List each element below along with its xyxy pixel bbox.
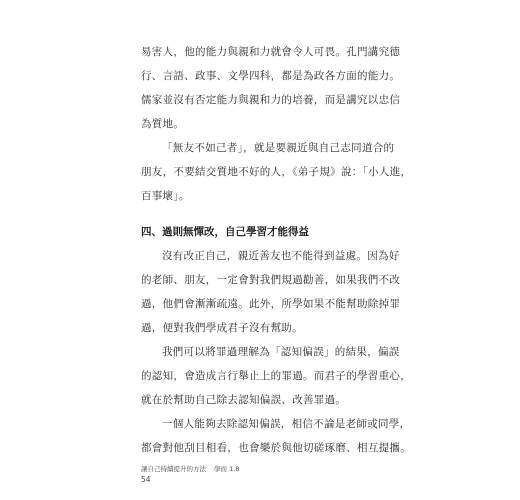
text-line: 沒有改正自己，親近善友也不能得到益處。因為好 [162, 250, 400, 262]
text-line: 過，便對我們學成君子沒有幫助。 [141, 322, 303, 334]
text-line: 就在於幫助自己除去認知偏誤、改善罪過。 [141, 394, 347, 406]
paragraph-4 [141, 340, 411, 412]
text-line: 為質地。 [141, 118, 185, 130]
chapter-label: 學而 1.8 [214, 465, 240, 473]
text-line: 的認知，會造成言行舉止上的罪過。而君子的學習重心， [141, 370, 411, 382]
page-footer [141, 464, 239, 485]
text-line: 儒家並沒有否定能力與親和力的培養，而是講究以忠信 [141, 94, 401, 106]
text-line: 過，他們會漸漸疏遠。此外，所學如果不能幫助除掉罪 [141, 298, 401, 310]
section-gap [141, 208, 397, 220]
text-line: 我們可以將罪過理解為「認知偏誤」的結果，偏誤 [162, 346, 400, 358]
text-line: 的老師、朋友，一定會對我們規過勸善，如果我們不改 [141, 274, 401, 286]
section-heading: 四、過則無憚改，自己學習才能得益 [141, 226, 309, 238]
text-line: 一個人能夠去除認知偏誤，相信不論是老師或同學， [162, 418, 411, 430]
paragraph-5 [141, 412, 411, 460]
paragraph-1 [141, 40, 401, 136]
paragraph-2 [141, 136, 412, 208]
text-line: 朋友，不要結交質地不好的人，《弟子規》說：「小人進， [141, 166, 412, 178]
page-number: 54 [141, 475, 151, 484]
text-line: 「無友不如己者」，就是要親近與自己志同道合的 [162, 142, 395, 154]
paragraph-3 [141, 244, 401, 340]
text-line: 都會對他刮目相看，也會樂於與他切磋琢磨、相互提攜。 [141, 442, 411, 454]
book-title: 讓自己持續提升的方法 [141, 465, 206, 473]
text-line: 行、言語、政事、文學四科，都是為政各方面的能力。 [141, 70, 401, 82]
text-line: 百事壞」。 [141, 190, 190, 202]
running-footer [141, 464, 239, 474]
body-text [141, 40, 412, 460]
text-line: 易害人，他的能力與親和力就會令人可畏。孔門講究德 [141, 46, 401, 58]
